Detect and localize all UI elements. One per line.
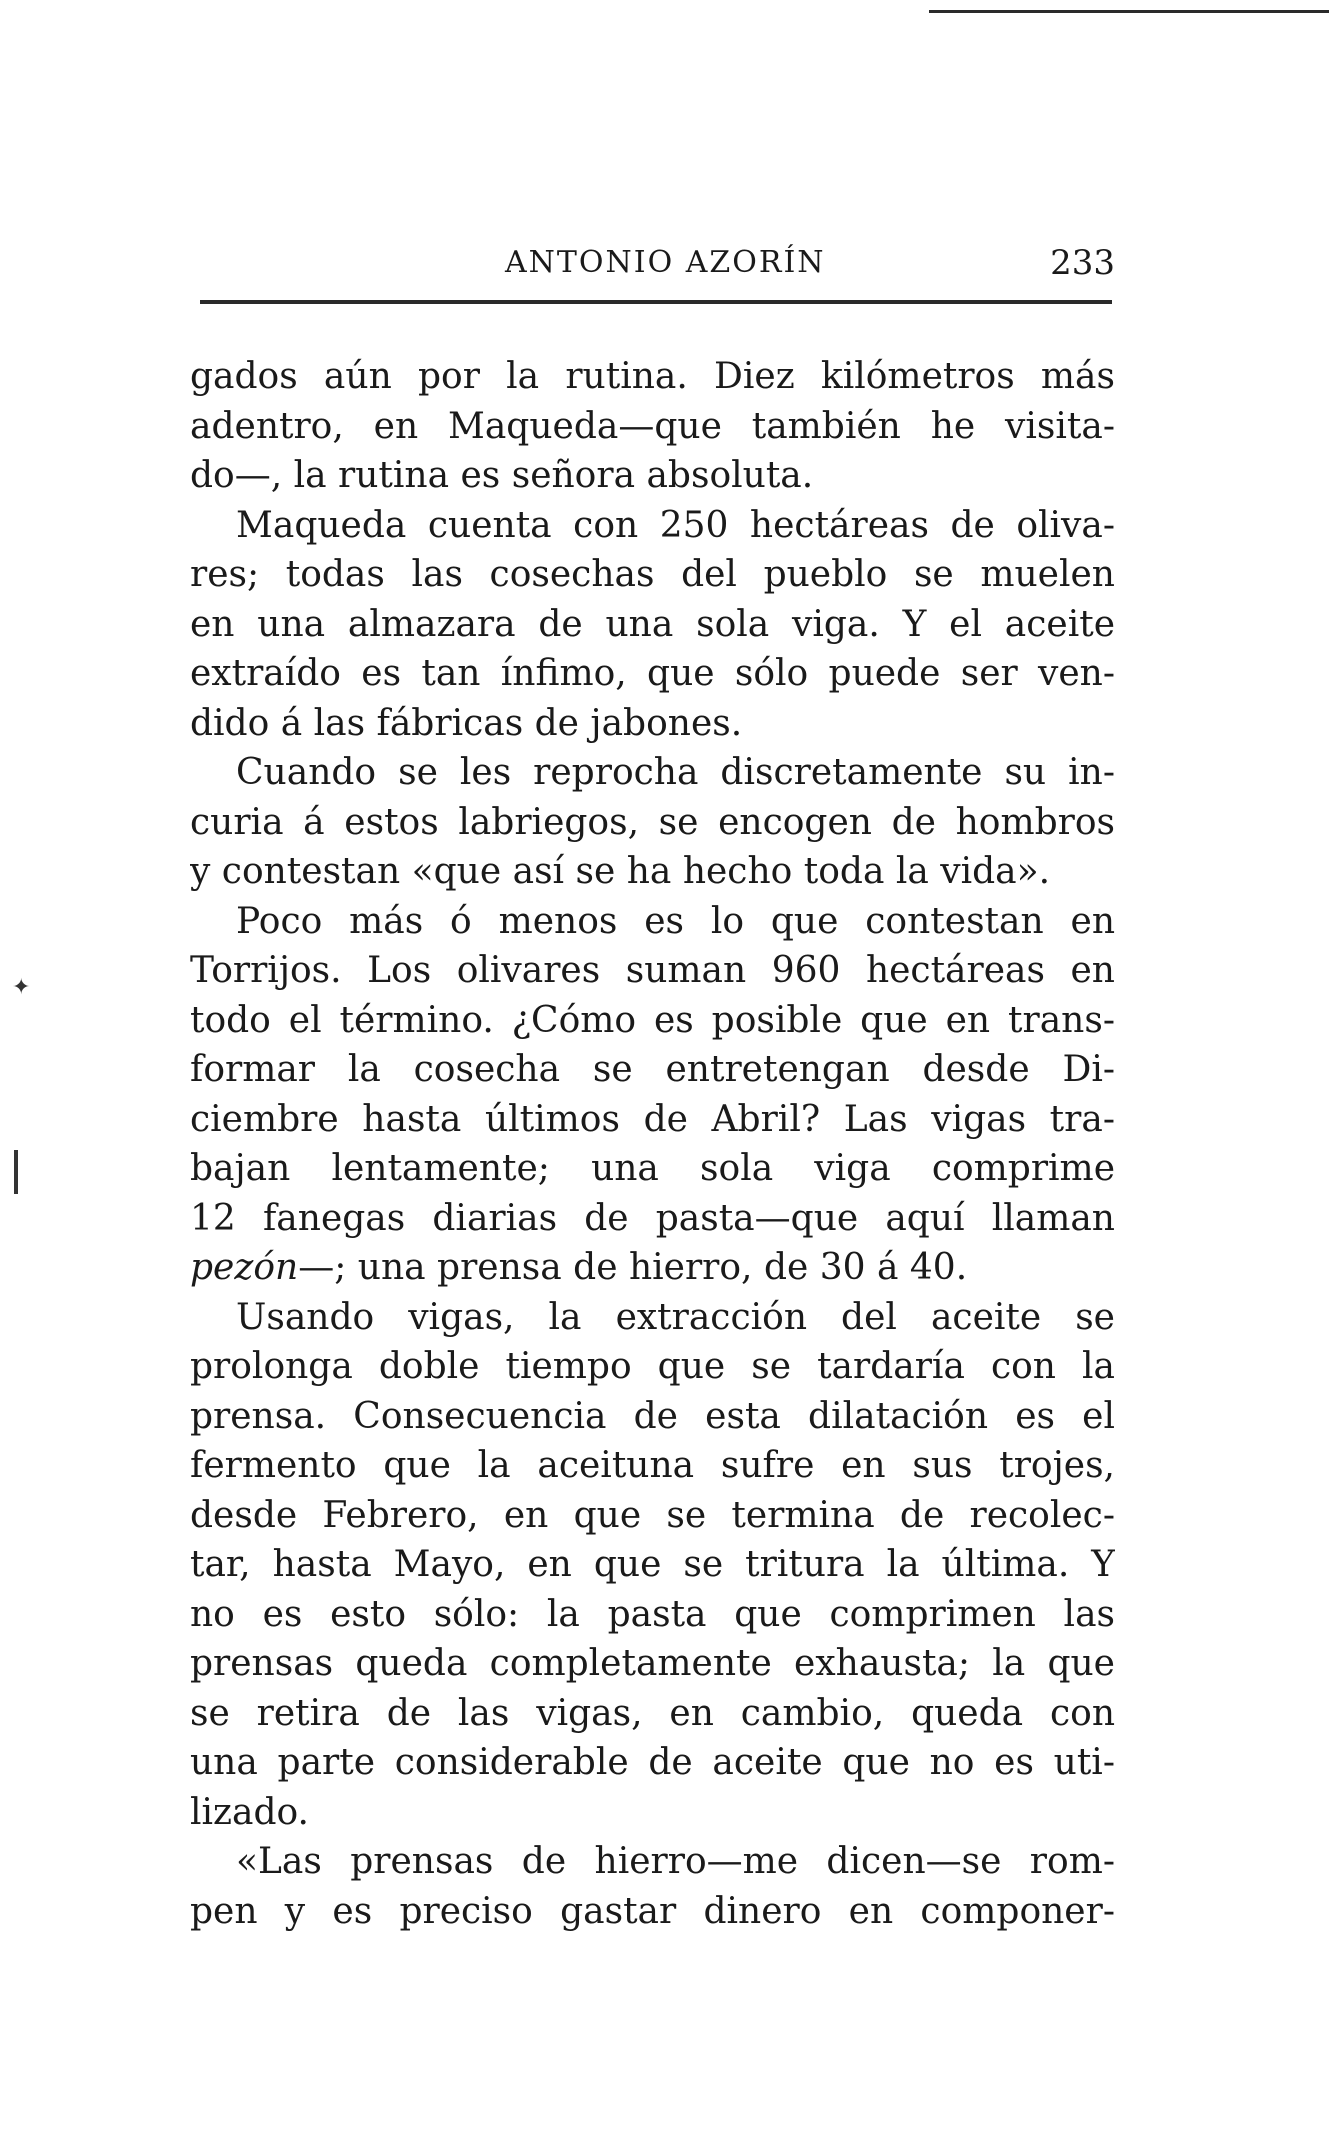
paragraph-start-line: Usando vigas, la extracción del aceite se	[236, 1296, 1115, 1338]
text-line: desde Febrero, en que se termina de recolec-	[190, 1494, 1115, 1536]
paragraph-start-line: Maqueda cuenta con 250 hectáreas de oliva-	[236, 504, 1115, 546]
text-line: lizado.	[190, 1791, 309, 1833]
text-line: una parte considerable de aceite que no es uti-	[190, 1742, 1115, 1783]
text-line: en una almazara de una sola viga. Y el aceite	[190, 603, 1115, 645]
page-header	[195, 238, 1115, 288]
text-line: 12 fanegas diarias de pasta—que aquí llaman	[190, 1197, 1115, 1239]
body-text	[190, 352, 1115, 1936]
text-line: fermento que la aceituna sufre en sus trojes,	[190, 1445, 1115, 1486]
text-line: todo el término. ¿Cómo es posible que en trans-	[190, 999, 1115, 1041]
italic-term: pezón	[190, 1247, 299, 1288]
text-line: bajan lentamente; una sola viga comprime	[190, 1148, 1115, 1189]
paragraph-start-line: Cuando se les reprocha discretamente su in-	[236, 752, 1115, 793]
text-line: extraído es tan ínfimo, que sólo puede ser ven-	[190, 653, 1115, 694]
header-rule	[200, 300, 1112, 304]
text-line: gados aún por la rutina. Diez kilómetros más	[190, 356, 1115, 397]
text-line: do—, la rutina es señora absoluta.	[190, 455, 814, 496]
text-line: formar la cosecha se entretengan desde Di-	[190, 1049, 1115, 1090]
text-line: res; todas las cosechas del pueblo se muelen	[190, 554, 1115, 595]
text-line: ciembre hasta últimos de Abril? Las vigas tra-	[190, 1098, 1115, 1140]
page-number: 233	[1050, 243, 1115, 283]
paragraph-start-line: «Las prensas de hierro—me dicen—se rom-	[236, 1841, 1115, 1882]
margin-mark-icon: ✦	[12, 975, 31, 1000]
text-line: adentro, en Maqueda—que también he visita-	[190, 405, 1115, 447]
top-edge-rule	[929, 10, 1329, 13]
text-line: pen y es preciso gastar dinero en componer-	[190, 1890, 1115, 1932]
text-line: y contestan «que así se ha hecho toda la vida».	[190, 851, 1051, 892]
text-line: se retira de las vigas, en cambio, queda con	[190, 1692, 1115, 1734]
margin-bar-icon	[14, 1150, 18, 1194]
text-line: no es esto sólo: la pasta que comprimen las	[190, 1593, 1115, 1635]
text-line: tar, hasta Mayo, en que se tritura la última. Y	[190, 1544, 1115, 1585]
paragraph-start-line: Poco más ó menos es lo que contestan en	[236, 900, 1115, 942]
text-line: prensa. Consecuencia de esta dilatación es el	[190, 1395, 1115, 1437]
text-line: prensas queda completamente exhausta; la que	[190, 1643, 1115, 1684]
text-line: prolonga doble tiempo que se tardaría con la	[190, 1346, 1115, 1387]
text-fragment: —; una prensa de hierro, de 30 á 40.	[298, 1247, 968, 1288]
text-line: curia á estos labriegos, se encogen de hombros	[190, 801, 1115, 843]
text-line: Torrijos. Los olivares suman 960 hectáreas en	[190, 950, 1115, 991]
text-line	[190, 1243, 1115, 1293]
running-head: ANTONIO AZORÍN	[505, 245, 826, 280]
text-line: dido á las fábricas de jabones.	[190, 702, 743, 744]
